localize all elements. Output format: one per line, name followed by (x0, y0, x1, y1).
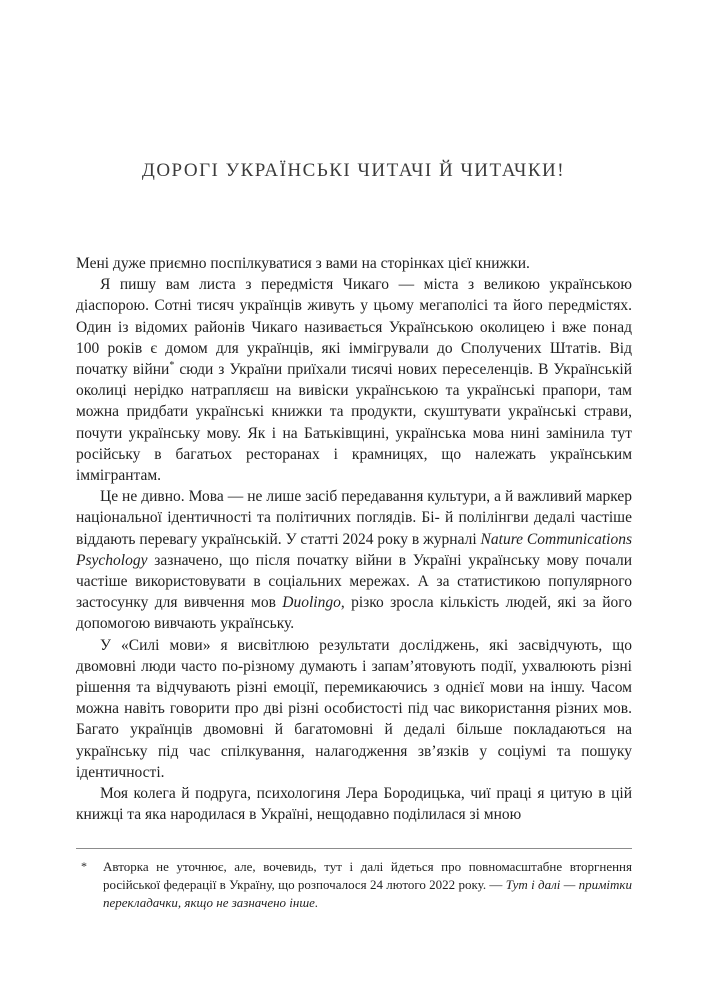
paragraph-1: Мені дуже приємно поспілкуватися з вами на сторінках цієї книжки. (76, 255, 530, 272)
journal-title-italic: Nature Communications Psychology (76, 530, 632, 569)
paragraph-3-text: Це не дивно. Мова — не лише засіб передавання культури, а й важливий маркер національної ідентичності та політичних поглядів. Бі- й полілінгви дедалі частіше віддають перевагу українській. У статті 2024 року в журналі (76, 488, 632, 548)
footnote-reference: * (169, 359, 175, 371)
paragraph-3 (76, 486, 632, 634)
chapter-title: ДОРОГІ УКРАЇНСЬКІ ЧИТАЧІ Й ЧИТАЧКИ! (141, 160, 566, 181)
paragraph-5: Моя колега й подруга, психологиня Лера Бородицька, чиї праці я цитую в цій книжці та яка народилася в Україні, нещодавно поділилася зі мною (76, 785, 632, 824)
footnote-area (76, 848, 632, 913)
paragraph-3-text-end: , різко зросла кількість людей, які за його допомогою вивчають українську. (76, 594, 632, 633)
paragraph-2-text-cont: сюди з України приїхали тисячі нових переселенців. В Українській околиці нерідко натрапляєш на вивіски українською та українські прапори, там можна придбати українські книжки та продукти, скуштувати українські страви, почути українську мову. Як і на Батьківщині, українська мова нині замінила тут російську в багатьох ресторанах і крамницях, що належать українським іммігрантам. (76, 361, 632, 485)
footnote-separator (76, 848, 632, 849)
footnote-text: Авторка не уточнює, але, вочевидь, тут і далі йдеться про повномасштабне вторгнення російської федерації в Україну, що розпочалося 24 лютого 2022 року. — (103, 859, 632, 893)
paragraph-2 (76, 274, 632, 486)
footnote (76, 858, 632, 913)
footnote-text-italic: Тут і далі — примітки перекладачки, якщо не зазначено інше. (103, 877, 632, 911)
footnote-marker: * (81, 859, 87, 873)
paragraph-3-text-cont: зазначено, що після початку війни в Україні українську мову почали частіше використовувати в соціальних мережах. А за статистикою популярного застосунку для вивчення мов (76, 551, 632, 612)
paragraph-4: У «Силі мови» я висвітлюю результати досліджень, які засвідчують, що двомовні люди часто по-різному думають і запам’ятовують події, ухвалюють різні рішення та відчувають різні емоції, перемикаючись з однієї мови на іншу. Часом можна навіть говорити про дві різні особистості під час використання різних мов. Багато українців двомовні й багатомовні й дедалі більше покладаються на українську під час спілкування, налагодження зв’язків у соціумі та пошуку ідентичності. (76, 636, 632, 781)
body-text (76, 253, 632, 825)
paragraph-2-text: Я пишу вам листа з передмістя Чикаго — міста з великою українською діаспорою. Сотні тисяч українців живуть у цьому мегаполісі та його передмістях. Один із відомих районів Чикаго називається Українською околицею і вже понад 100 років є домом для українців, які іммігрували до Сполучених Штатів. Від початку війни (76, 276, 632, 379)
app-name-italic: Duolingo (282, 594, 341, 612)
